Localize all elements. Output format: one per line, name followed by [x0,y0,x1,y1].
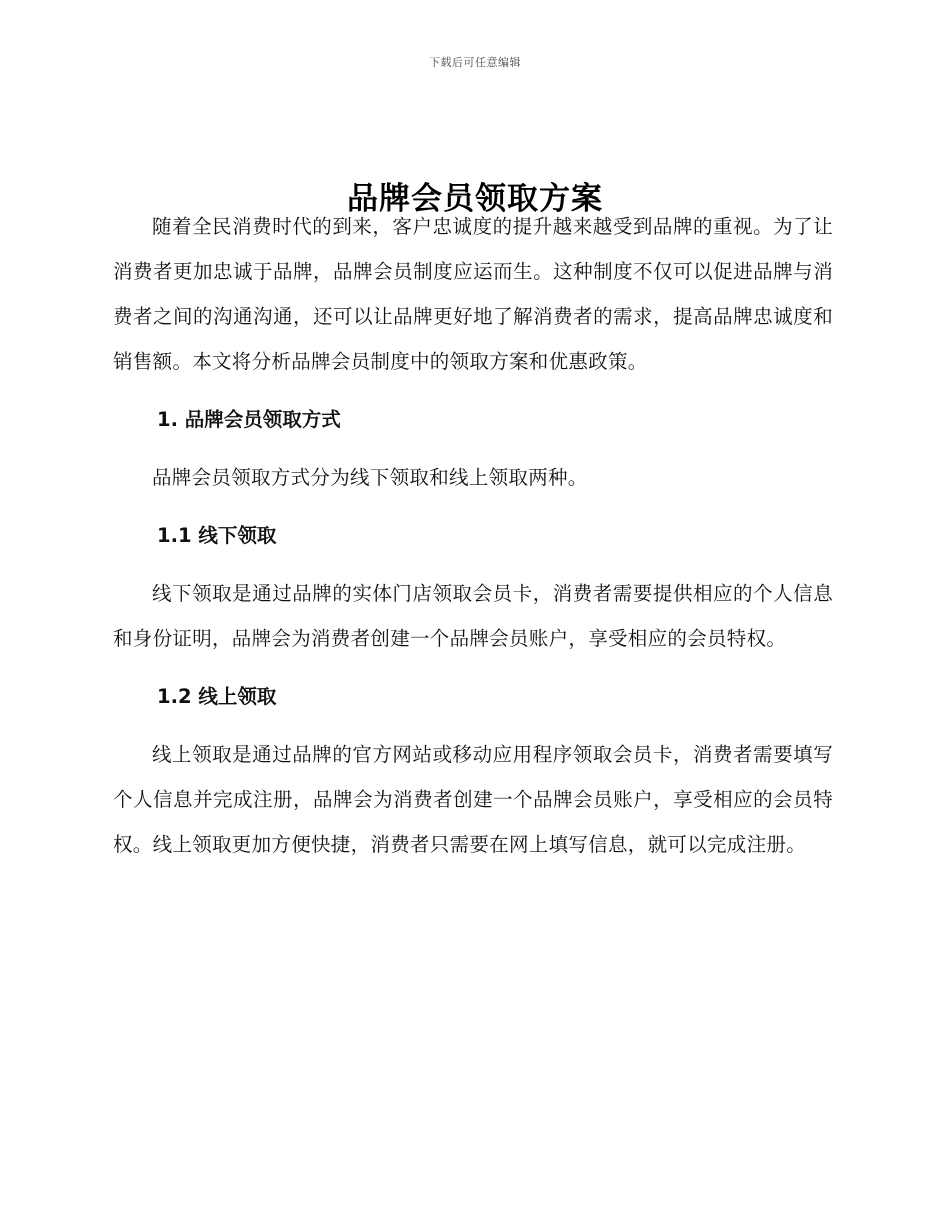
section-1-heading: 1. 品牌会员领取方式 [157,408,341,431]
section-1-paragraph: 品牌会员领取方式分为线下领取和线上领取两种。 [152,466,588,489]
header-note: 下载后可任意编辑 [429,56,521,69]
section-1-1-heading: 1.1 线下领取 [157,524,277,547]
document-title: 品牌会员领取方案 [347,180,603,217]
spacer [113,384,833,397]
spacer [113,442,833,455]
spacer [113,500,833,513]
section-1-1-paragraph: 线下领取是通过品牌的实体门店领取会员卡，消费者需要提供相应的个人信息和身份证明，品牌会为消费者创建一个品牌会员账户，享受相应的会员特权。 [113,582,833,650]
spacer [113,558,833,571]
intro-paragraph: 随着全民消费时代的到来，客户忠诚度的提升越来越受到品牌的重视。为了让消费者更加忠诚于品牌，品牌会员制度应运而生。这种制度不仅可以促进品牌与消费者之间的沟通沟通，还可以让品牌更好地了解消费者的需求，提高品牌忠诚度和销售额。本文将分析品牌会员制度中的领取方案和优惠政策。 [113,215,833,373]
section-1-2-paragraph: 线上领取是通过品牌的官方网站或移动应用程序领取会员卡，消费者需要填写个人信息并完成注册，品牌会为消费者创建一个品牌会员账户，享受相应的会员特权。线上领取更加方便快捷，消费者只需要在网上填写信息，就可以完成注册。 [113,743,833,856]
spacer [113,719,833,732]
spacer [113,661,833,674]
document-body [113,204,833,867]
section-1-2-heading: 1.2 线上领取 [157,685,277,708]
